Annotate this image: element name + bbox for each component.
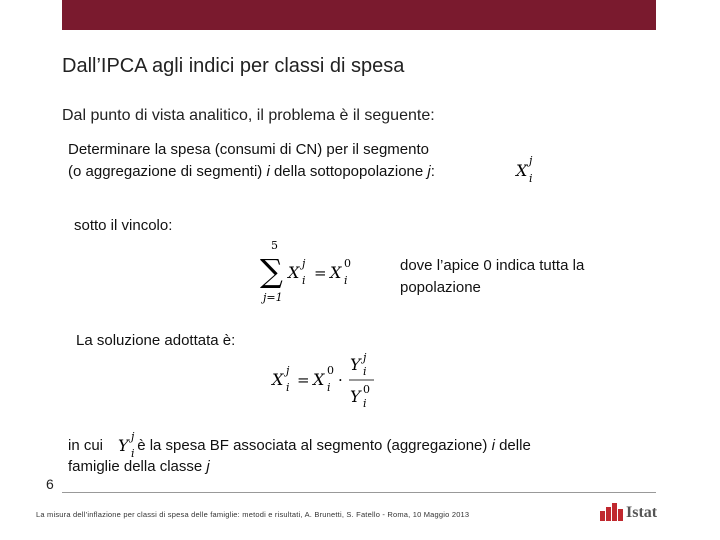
slide-subtitle: Dal punto di vista analitico, il problema è il seguente: xyxy=(62,107,435,124)
svg-text:Y: Y xyxy=(350,387,361,406)
svg-text:j: j xyxy=(363,352,367,364)
svg-text:Y: Y xyxy=(350,355,361,374)
svg-text:j=1: j=1 xyxy=(263,291,283,304)
constraint-label: sotto il vincolo: xyxy=(74,217,173,234)
svg-text:X: X xyxy=(313,370,325,389)
svg-text:Y: Y xyxy=(118,436,129,455)
svg-text:i: i xyxy=(286,381,290,394)
svg-text:i: i xyxy=(363,397,367,410)
svg-text:i: i xyxy=(327,381,331,394)
svg-text:=: = xyxy=(314,264,327,282)
istat-logo-text: Istat xyxy=(626,504,658,521)
svg-text:i: i xyxy=(131,447,135,460)
svg-text:j: j xyxy=(286,364,290,377)
page-number: 6 xyxy=(46,476,54,492)
svg-text:j: j xyxy=(302,257,306,270)
svg-text:j: j xyxy=(529,154,533,167)
svg-text:∑: ∑ xyxy=(260,252,283,290)
incui-line-1: in cui è la spesa BF associata al segmento (aggregazione) i delle xyxy=(68,437,531,454)
svg-text:X: X xyxy=(516,161,528,180)
svg-text:·: · xyxy=(338,371,343,389)
task-statement xyxy=(68,139,435,183)
svg-text:j: j xyxy=(131,430,135,443)
svg-text:X: X xyxy=(288,263,300,282)
solution-label: La soluzione adottata è: xyxy=(76,332,236,349)
task-line-2: (o aggregazione di segmenti) i della sottopopolazione j: xyxy=(68,163,435,180)
formula-x-ij xyxy=(514,152,550,186)
slide-title: Dall’IPCA agli indici per classi di spesa xyxy=(62,55,405,77)
svg-text:5: 5 xyxy=(271,239,278,252)
svg-text:0: 0 xyxy=(344,257,351,270)
svg-text:X: X xyxy=(330,263,342,282)
footer-divider xyxy=(62,492,656,493)
header-accent-bar xyxy=(62,0,656,30)
svg-text:i: i xyxy=(344,274,348,287)
svg-text:0: 0 xyxy=(327,364,334,377)
footer-citation: La misura dell’inflazione per classi di spesa delle famiglie: metodi e risultati, A. Brunetti, S. Fatello - Roma, 10 Maggio 2013 xyxy=(36,510,470,519)
task-line-1: Determinare la spesa (consumi di CN) per il segmento xyxy=(68,141,429,158)
svg-text:i: i xyxy=(302,274,306,287)
svg-text:i: i xyxy=(363,365,367,378)
svg-text:0: 0 xyxy=(363,383,370,396)
formula-summation-constraint xyxy=(258,238,378,306)
svg-text:X: X xyxy=(272,370,284,389)
svg-text:i: i xyxy=(529,172,533,185)
svg-text:=: = xyxy=(297,371,310,389)
apex-note: dove l’apice 0 indica tutta la popolazione xyxy=(400,257,585,296)
incui-line-2: famiglie della classe j xyxy=(68,458,210,475)
formula-solution xyxy=(270,352,390,410)
formula-y-ij xyxy=(116,430,146,460)
